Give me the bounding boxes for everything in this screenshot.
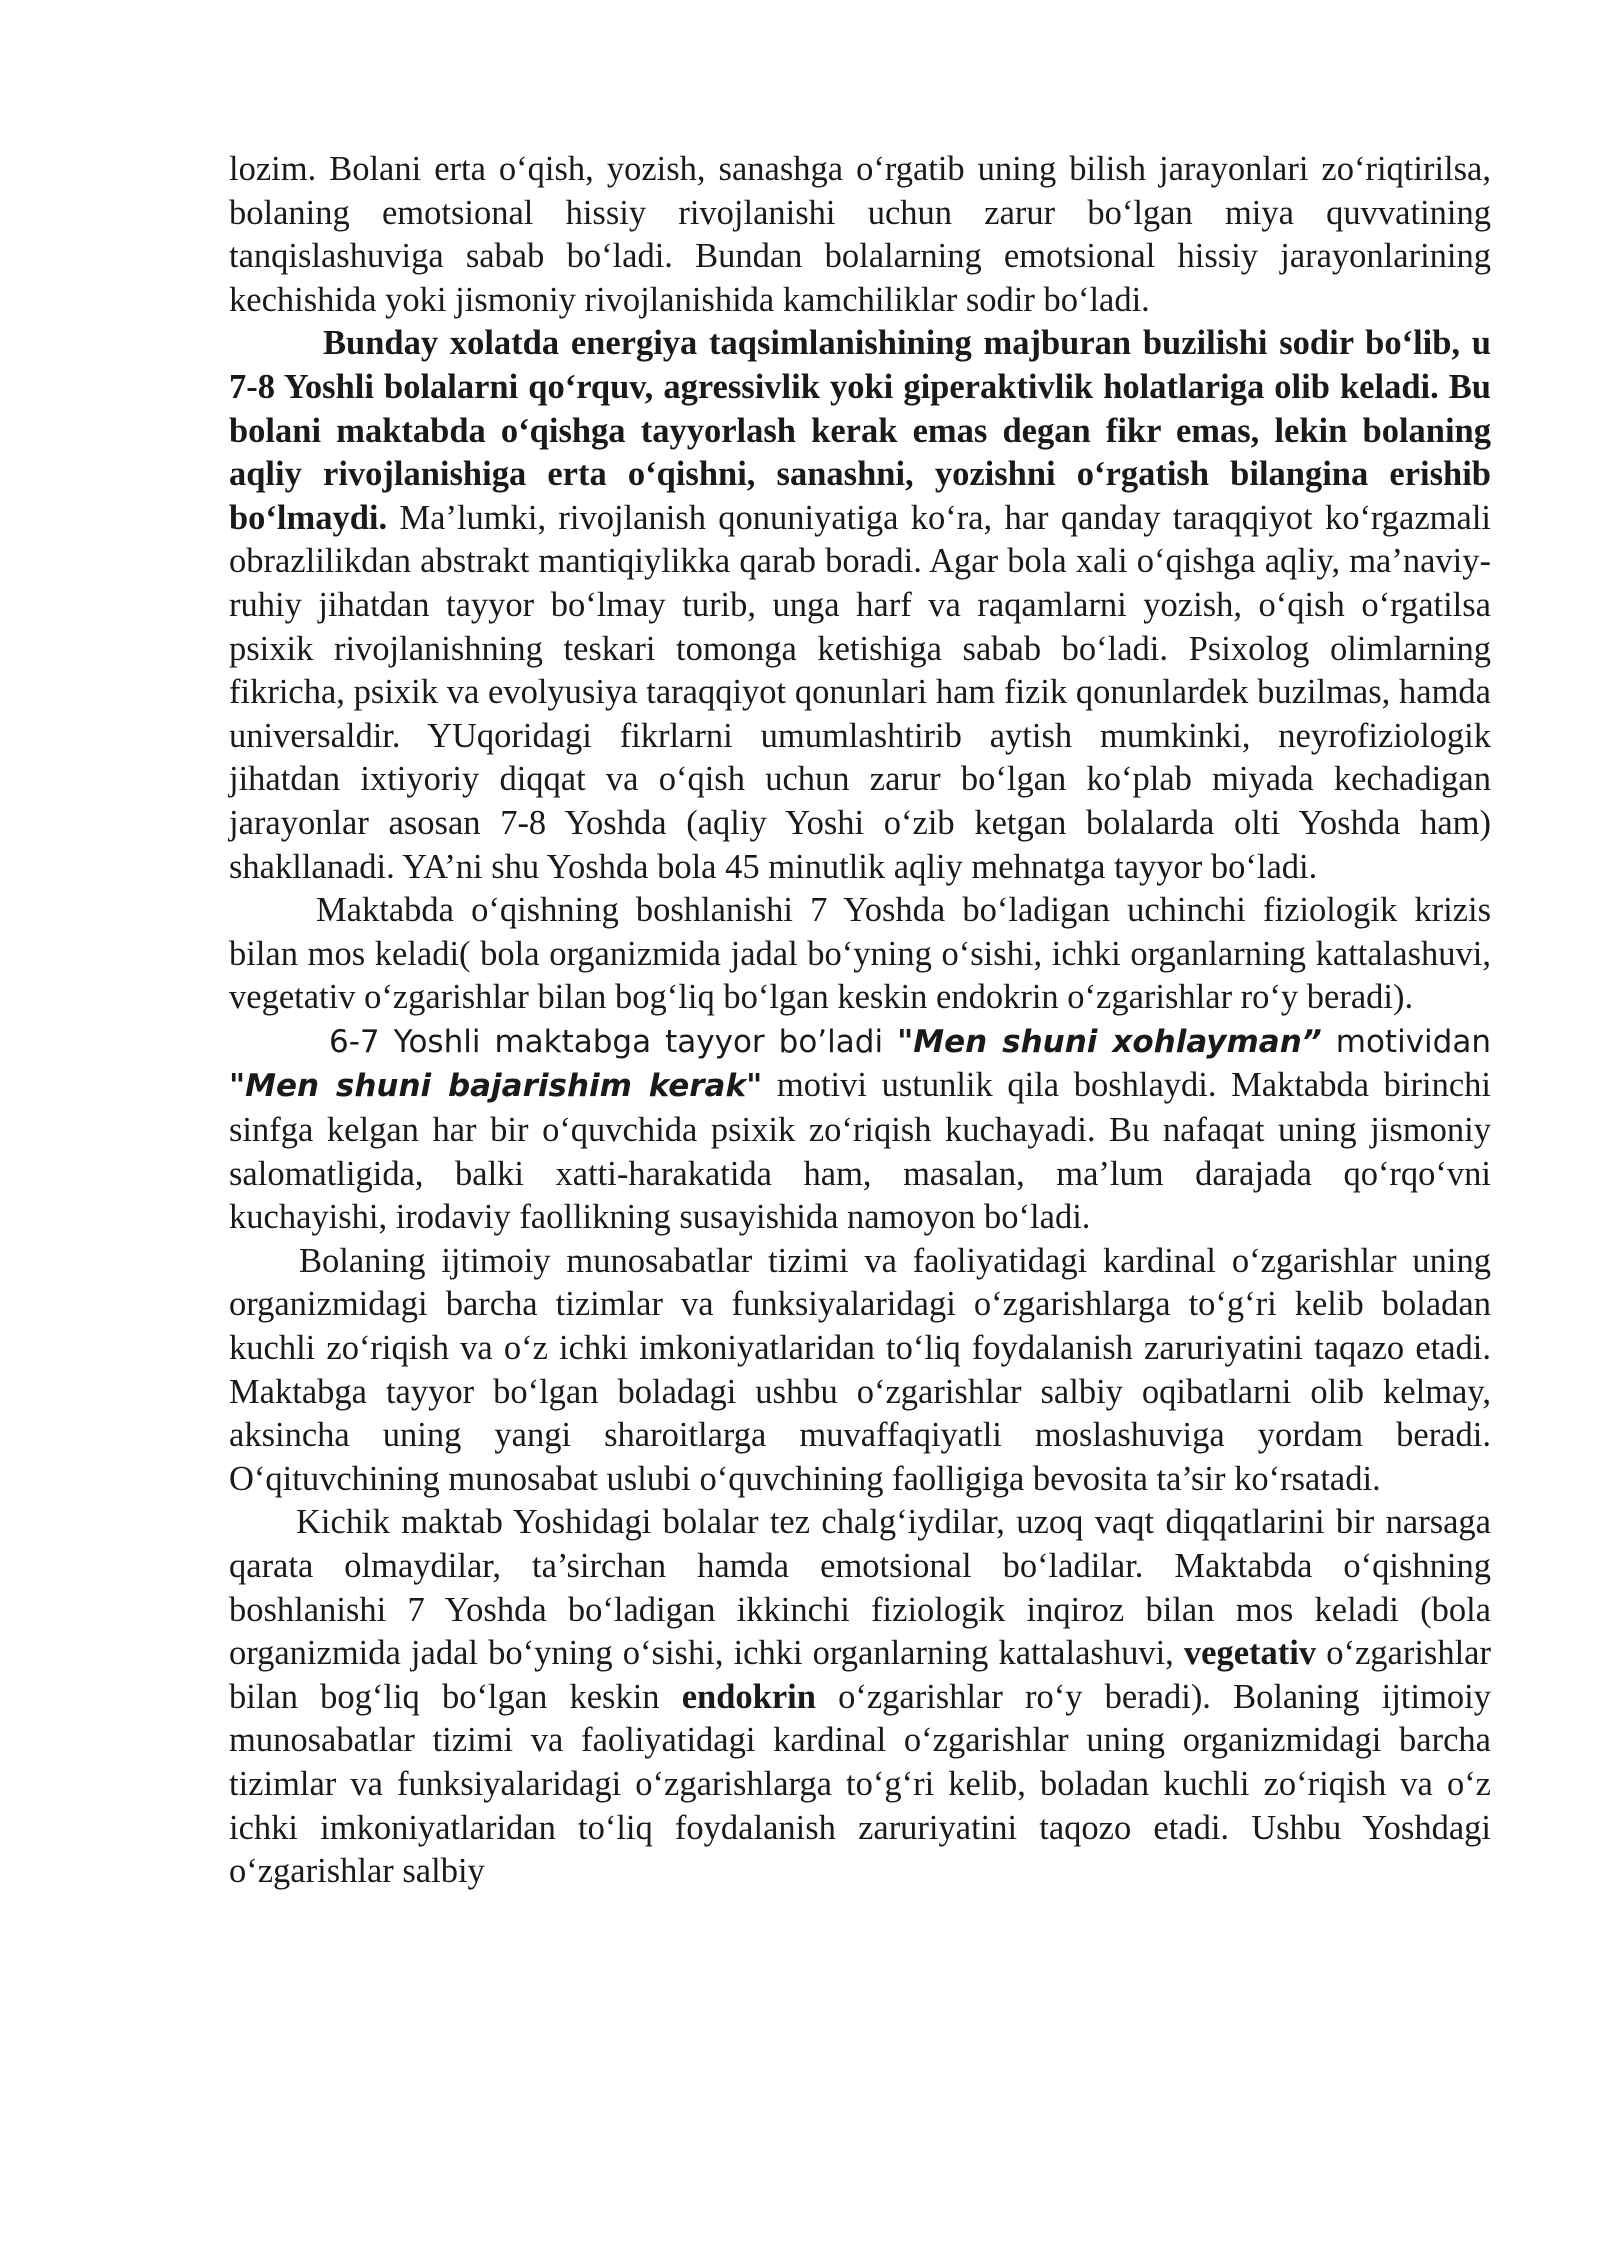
term-endokrin: endokrin — [681, 1677, 816, 1716]
paragraph-2-text: Ma’lumki, rivojlanish qonuniyatiga ko‘ra, har qanday taraqqiyot ko‘rgazmali obrazlilikdan abstrakt mantiqiylikka qarab boradi. Agar bola xali o‘qishga aqliy, ma’naviy-ruhiy jihatdan tayyor bo‘lmay turib, unga harf va raqamlarni yozish, o‘qish o‘rgatilsa psixik rivojlanishning teskari tomonga ketishiga sabab bo‘ladi. Psixolog olimlarning fikricha, psixik va evolyusiya taraqqiyot qonunlari ham fizik qonunlardek buzilmas, hamda universaldir. YUqoridagi fikrlarni umumlashtirib aytish mumkinki, neyrofiziologik jihatdan ixtiyoriy diqqat va o‘qish uchun zarur bo‘lgan ko‘plab miyada kechadigan jarayonlar asosan 7-8 Yoshda (aqliy Yoshi o‘zib ketgan bolalarda olti Yoshda ham) shakllanadi. YA’ni shu Yoshda bola 45 minutlik aqliy mehnatga tayyor bo‘ladi. — [229, 498, 1491, 886]
paragraph-5 — [229, 1240, 1491, 1502]
paragraph-2-bold-text: Bunday xolatda energiya taqsimlanishining majburan buzilishi sodir bo‘lib, u 7-8 Yoshli bolalarni qo‘rquv, agressivlik yoki giperaktivlik holatlariga olib keladi. Bu bolani maktabda o‘qishga tayyorlash kerak emas degan fikr emas, lekin bolaning aqliy rivojlanishiga erta o‘qishni, sanashni, yozishni o‘rgatish bilangina erishib bo‘lmaydi. — [229, 324, 1491, 537]
paragraph-4-text: Maktabda birinchi sinfga kelgan har bir o‘quvchida psixik zo‘riqish kuchayadi. Bu nafaqat uning jismoniy salomatligida, balki xatti-harakatida ham, masalan, ma’lum darajada qo‘rqo‘vni kuchayishi, irodaviy faollikning susayishida namoyon bo‘ladi. — [229, 1066, 1491, 1237]
paragraph-6-text-b: o‘zgarishlar bilan bog‘liq bo‘lgan keskin — [229, 1634, 1491, 1716]
paragraph-6-text-c: o‘zgarishlar ro‘y beradi). Bolaning ijtimoiy munosabatlar tizimi va faoliyatidagi kardinal o‘zgarishlar uning organizmidagi barcha tizimlar va funksiyalaridagi o‘zgarishlarga to‘g‘ri kelib, boladan kuchli zo‘riqish va o‘z ichki imkoniyatlaridan to‘liq foydalanish zaruriyatini taqozo etadi. Ushbu Yoshdagi o‘zgarishlar salbiy — [229, 1677, 1491, 1891]
paragraph-1 — [229, 148, 1491, 322]
paragraph-6-text-a: Kichik maktab Yoshidagi bolalar tez chalg‘iydilar, uzoq vaqt diqqatlarini bir narsaga qarata olmaydilar, ta’sirchan hamda emotsional bo‘ladilar. Maktabda o‘qishning boshlanishi 7 Yoshda bo‘ladigan ikkinchi fiziologik inqiroz bilan mos keladi (bola organizmida jadal bo‘yning o‘sishi, ichki organlarning kattalashuvi, — [229, 1503, 1491, 1673]
paragraph-4 — [229, 1020, 1491, 1240]
paragraph-3 — [229, 889, 1491, 1020]
document-page — [229, 148, 1491, 1894]
paragraph-4-mid-text: motividan — [1321, 1023, 1491, 1060]
paragraph-2 — [229, 322, 1491, 889]
quote-men-shuni-xohlayman: "Men shuni xohlayman” — [897, 1023, 1322, 1060]
paragraph-4-lead-text: 6-7 Yoshli maktabga tayyor bo’ladi — [329, 1023, 898, 1060]
paragraph-3-text: Maktabda o‘qishning boshlanishi 7 Yoshda bo‘ladigan uchinchi fiziologik krizis bilan mos keladi( bola organizmida jadal bo‘yning o‘sishi, ichki organlarning kattalashuvi, vegetativ o‘zgarishlar bilan bog‘liq bo‘lgan keskin endokrin o‘zgarishlar ro‘y beradi). — [229, 891, 1491, 1017]
quote-men-shuni-bajarishim-kerak: "Men shuni bajarishim kerak" — [229, 1068, 763, 1105]
paragraph-5-text: Bolaning ijtimoiy munosabatlar tizimi va faoliyatidagi kardinal o‘zgarishlar uning organizmidagi barcha tizimlar va funksiyalaridagi o‘zgarishlarga to‘g‘ri kelib boladan kuchli zo‘riqish va o‘z ichki imkoniyatlaridan to‘liq foydalanish zaruriyatini taqazo etadi. Maktabga tayyor bo‘lgan boladagi ushbu o‘zgarishlar salbiy oqibatlarni olib kelmay, aksincha uning yangi sharoitlarga muvaffaqiyatli moslashuviga yordam beradi. O‘qituvchining munosabat uslubi o‘quvchining faolligiga bevosita ta’sir ko‘rsatadi. — [229, 1241, 1491, 1498]
paragraph-4-motive-text: motivi ustunlik qila boshlaydi. — [762, 1066, 1217, 1105]
term-vegetativ: vegetativ — [1183, 1634, 1317, 1673]
paragraph-6 — [229, 1501, 1491, 1893]
paragraph-1-text: lozim. Bolani erta o‘qish, yozish, sanashga o‘rgatib uning bilish jarayonlari zo‘riqtirilsa, bolaning emotsional hissiy rivojlanishi uchun zarur bo‘lgan miya quvvatining tanqislashuviga sabab bo‘ladi. Bundan bolalarning emotsional hissiy jarayonlarining kechishida yoki jismoniy rivojlanishida kamchiliklar sodir bo‘ladi. — [229, 150, 1491, 319]
